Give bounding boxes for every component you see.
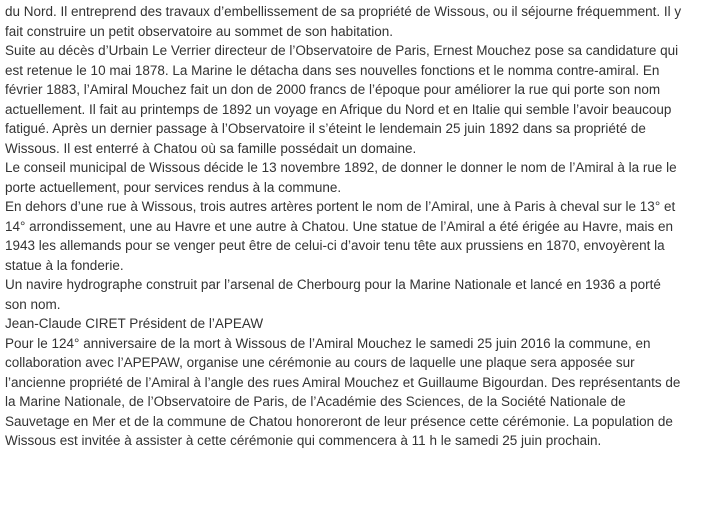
signature-line: Jean-Claude CIRET Président de l’APEAW bbox=[5, 316, 264, 331]
text-line: du Nord. Il entreprend des travaux d’embellissement de sa propriété de Wissous, ou il séjourne fréquemment. Il y bbox=[5, 4, 682, 19]
text-line: février 1883, l’Amiral Mouchez fait un don de 2000 francs de l’époque pour améliorer la rue qui porte son nom bbox=[5, 82, 661, 97]
text-line: Wissous est invitée à assister à cette cérémonie qui commencera à 11 h le samedi 25 juin prochain. bbox=[5, 433, 602, 448]
text-line: collaboration avec l’APEPAW, organise une cérémonie au cours de laquelle une plaque sera apposée sur bbox=[5, 355, 635, 370]
text-line: Suite au décès d’Urbain Le Verrier directeur de l’Observatoire de Paris, Ernest Mouchez pose sa candidature qui bbox=[5, 43, 679, 58]
text-line: Un navire hydrographe construit par l’arsenal de Cherbourg pour la Marine Nationale et lancé en 1936 a porté bbox=[5, 277, 661, 292]
article-body bbox=[5, 2, 702, 451]
text-line: statue à la fonderie. bbox=[5, 257, 124, 273]
text-line: fatigué. Après un dernier passage à l’Observatoire il s’éteint le lendemain 25 juin 1892 dans sa propriété de bbox=[5, 121, 646, 136]
text-line: son nom. bbox=[5, 296, 61, 312]
text-line: 14° arrondissement, une au Havre et une autre à Chatou. Une statue de l’Amiral a été érigée au Havre, mais en bbox=[5, 218, 674, 234]
text-line: porte actuellement, pour services rendus à la commune. bbox=[5, 179, 342, 195]
text-line: Le conseil municipal de Wissous décide le 13 novembre 1892, de donner le donner le nom de l’Amiral à la rue le bbox=[5, 160, 677, 175]
text-line: Pour le 124° anniversaire de la mort à Wissous de l’Amiral Mouchez le samedi 25 juin 2016 la commune, en bbox=[5, 335, 651, 351]
text-line: 1943 les allemands pour se venger peut être de celui-ci d’avoir tenu tête aux prussiens en 1870, envoyèrent la bbox=[5, 238, 665, 253]
text-line: fait construire un petit observatoire au sommet de son habitation. bbox=[5, 23, 393, 39]
text-line: l’ancienne propriété de l’Amiral à l’angle des rues Amiral Mouchez et Guillaume Bigourdan. Des représentants de bbox=[5, 374, 681, 390]
text-line: Wissous. Il est enterré à Chatou où sa famille possédait un domaine. bbox=[5, 140, 417, 156]
text-line: Sauvetage en Mer et de la commune de Chatou honoreront de leur présence cette cérémonie. La population de bbox=[5, 413, 673, 429]
text-line: actuellement. Il fait au printemps de 1892 un voyage en Afrique du Nord et en Italie qui semble l’avoir beaucoup bbox=[5, 101, 672, 117]
text-line: En dehors d’une rue à Wissous, trois autres artères portent le nom de l’Amiral, une à Paris à cheval sur le 13° et bbox=[5, 199, 676, 214]
text-line: la Marine Nationale, de l’Observatoire de Paris, de l’Académie des Sciences, de la Société Nationale de bbox=[5, 394, 626, 409]
text-line: est retenue le 10 mai 1878. La Marine le détacha dans ses nouvelles fonctions et le nomma contre-amiral. En bbox=[5, 62, 660, 78]
